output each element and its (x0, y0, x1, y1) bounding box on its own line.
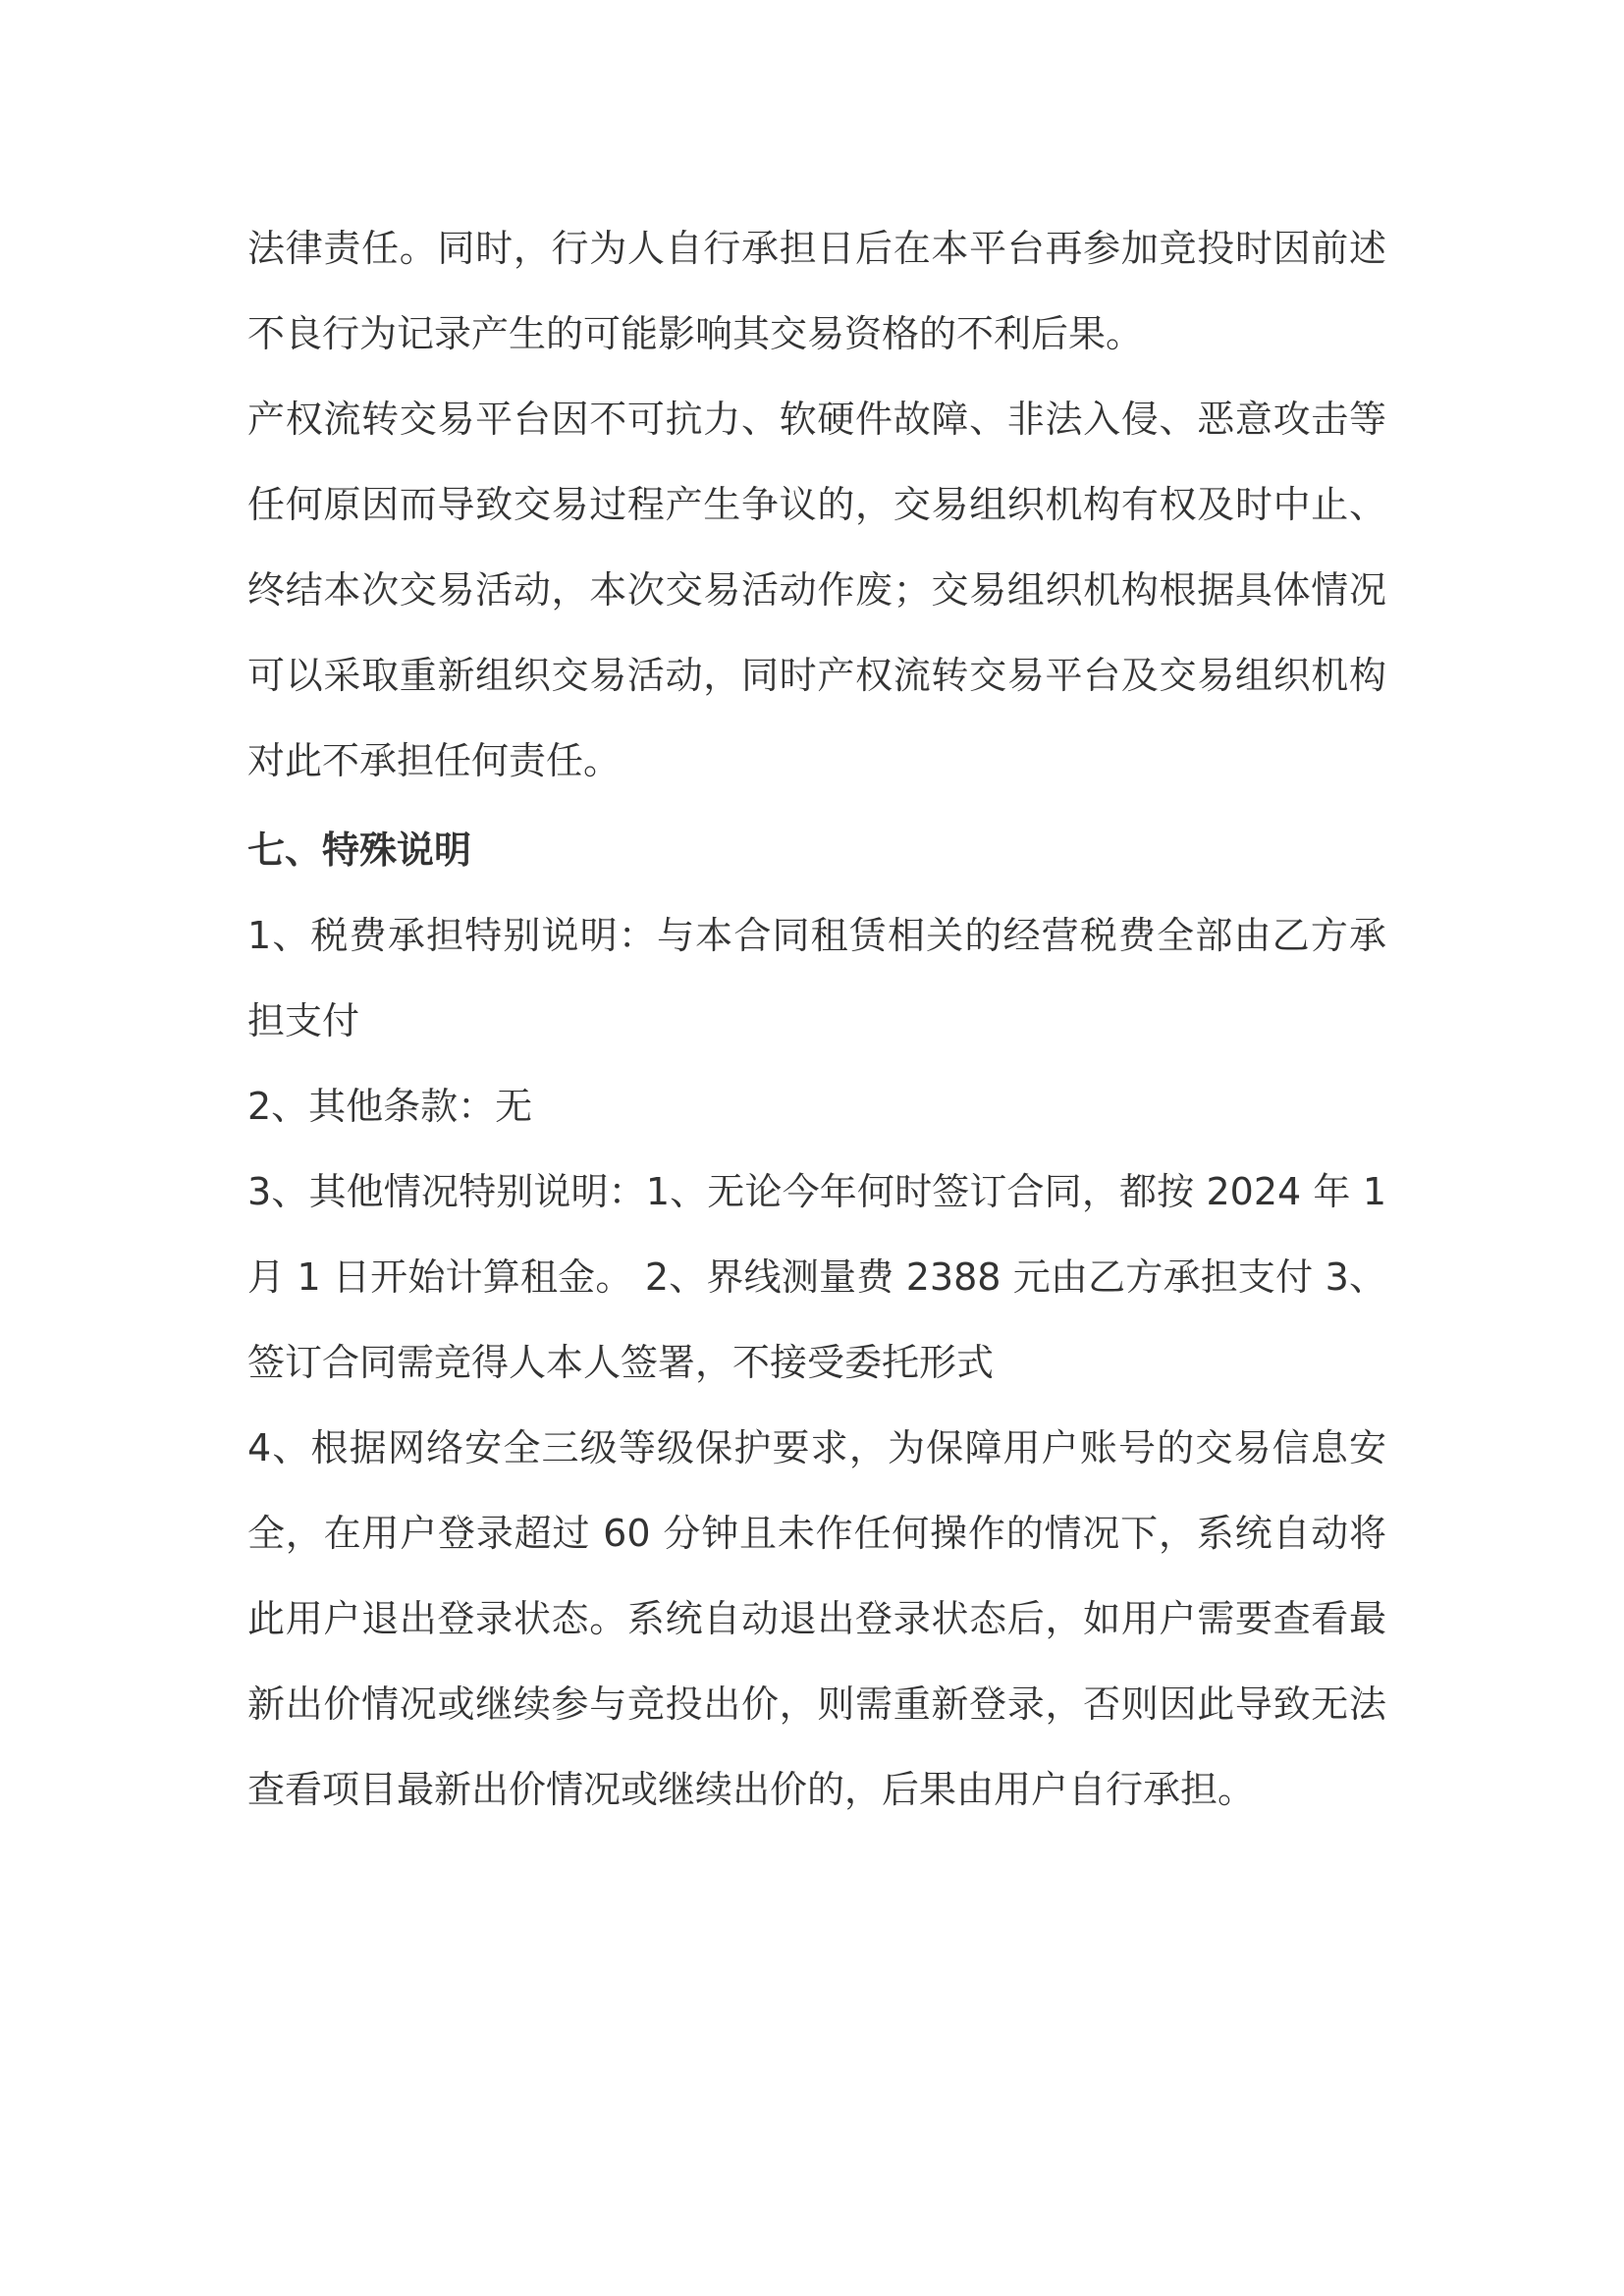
document-page (247, 206, 1386, 1833)
item-other-terms: 2、其他条款：无 (247, 1085, 533, 1128)
paragraph-platform-disclaimer: 产权流转交易平台因不可抗力、软硬件故障、非法入侵、恶意攻击等任何原因而导致交易过程产生争议的，交易组织机构有权及时中止、终结本次交易活动，本次交易活动作废；交易组织机构根据具体情况可以采取重新组织交易活动，同时产权流转交易平台及交易组织机构对此不承担任何责任。 (247, 398, 1386, 782)
section-heading: 七、特殊说明 (247, 828, 472, 872)
item-security-logout: 4、根据网络安全三级等级保护要求，为保障用户账号的交易信息安全，在用户登录超过 60 分钟且未作任何操作的情况下，系统自动将此用户退出登录状态。系统自动退出登录状态后，如用户需要查看最新出价情况或继续参与竞投出价，则需重新登录，否则因此导致无法查看项目最新出价情况或继续出价的，后果由用户自行承担。 (247, 1426, 1386, 1811)
paragraph-legal-liability: 法律责任。同时，行为人自行承担日后在本平台再参加竞投时因前述不良行为记录产生的可能影响其交易资格的不利后果。 (247, 227, 1386, 355)
item-tax-note: 1、税费承担特别说明：与本合同租赁相关的经营税费全部由乙方承担支付 (247, 914, 1386, 1042)
item-other-notes: 3、其他情况特别说明：1、无论今年何时签订合同，都按 2024 年 1 月 1 日开始计算租金。 2、界线测量费 2388 元由乙方承担支付 3、签订合同需竞得人本人签署，不接受委托形式 (247, 1170, 1386, 1384)
